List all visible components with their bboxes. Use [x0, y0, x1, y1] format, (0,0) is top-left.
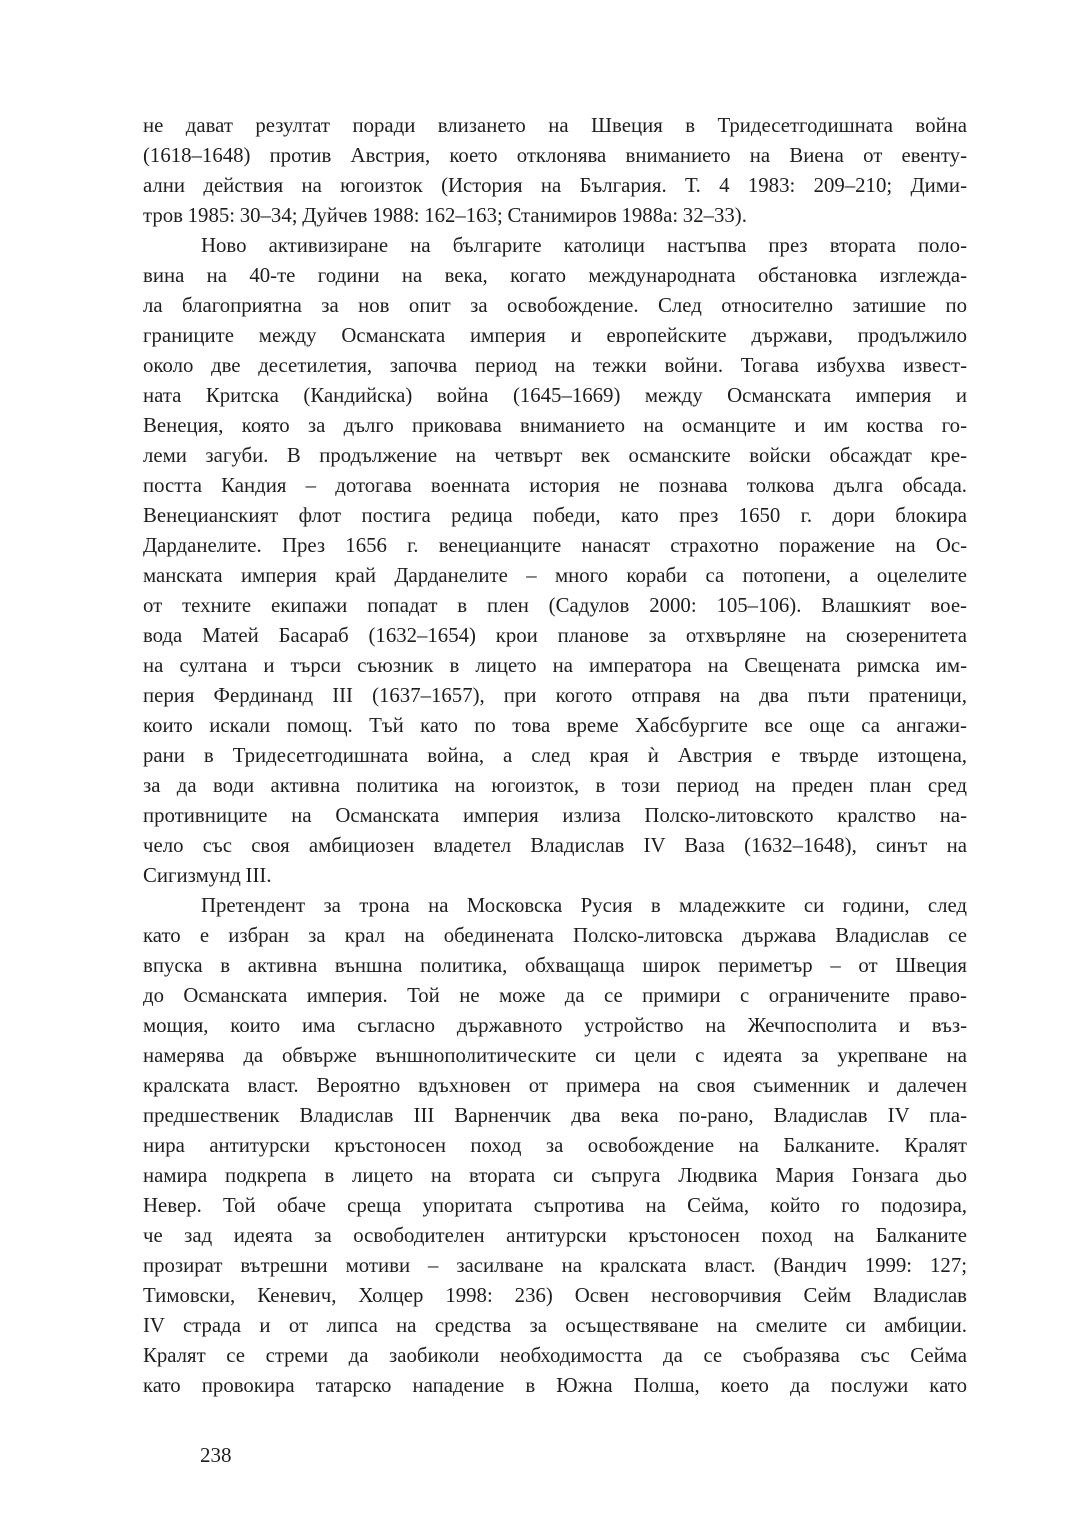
- text-line: манската империя край Дарданелите – много кораби са потопени, а оцелелите: [143, 564, 967, 587]
- text-line: Невер. Той обаче среща упоритата съпротива на Сейма, който го подозира,: [143, 1194, 967, 1217]
- text-line: ла благоприятна за нов опит за освобождение. След относително затишие по: [143, 294, 967, 317]
- text-line: границите между Османската империя и европейските държави, продължило: [143, 324, 967, 347]
- text-line: Дарданелите. През 1656 г. венецианците нанасят страхотно поражение на Ос-: [143, 534, 967, 557]
- text-line: за да води активна политика на югоизток, в този период на преден план сред: [143, 774, 967, 797]
- body-text: [143, 111, 967, 1401]
- text-line: предшественик Владислав III Варненчик два века по-рано, Владислав IV пла-: [143, 1104, 967, 1127]
- text-line: IV страда и от липса на средства за осъществяване на смелите си амбиции.: [143, 1314, 967, 1337]
- text-line: като е избран за крал на обединената Полско-литовска държава Владислав се: [143, 924, 967, 947]
- text-line: (1618–1648) против Австрия, което отклонява вниманието на Виена от евенту-: [143, 144, 967, 167]
- text-line: нира антитурски кръстоносен поход за освобождение на Балканите. Кралят: [143, 1134, 967, 1157]
- text-line: вина на 40-те години на века, когато международната обстановка изглежда-: [143, 264, 967, 287]
- text-line: намерява да обвърже външнополитическите си цели с идеята за укрепване на: [143, 1044, 967, 1067]
- text-line: чело със своя амбициозен владетел Владислав IV Ваза (1632–1648), синът на: [143, 834, 967, 857]
- text-line: около две десетилетия, започва период на тежки войни. Тогава избухва извест-: [143, 354, 967, 377]
- text-line: Ново активизиране на българите католици настъпва през втората поло-: [201, 234, 967, 257]
- text-line: Сигизмунд III.: [143, 864, 272, 887]
- text-line: Венеция, която за дълго приковава вниманието на османците и им коства го-: [143, 414, 967, 437]
- text-line: Кралят се стреми да заобиколи необходимостта да се съобразява със Сейма: [143, 1344, 967, 1367]
- page-number: 238: [200, 1443, 232, 1467]
- text-line: ални действия на югоизток (История на България. Т. 4 1983: 209–210; Дими-: [143, 174, 967, 197]
- text-line: ната Критска (Кандийска) война (1645–1669) между Османската империя и: [143, 384, 967, 407]
- text-line: противниците на Османската империя излиза Полско-литовското кралство на-: [143, 804, 967, 827]
- text-line: прозират вътрешни мотиви – засилване на кралската власт. (Вандич 1999: 127;: [143, 1254, 967, 1277]
- text-line: рани в Тридесетгодишната война, а след края ѝ Австрия е твърде изтощена,: [143, 744, 967, 767]
- text-line: Венецианският флот постига редица победи, като през 1650 г. дори блокира: [143, 504, 967, 527]
- text-line: от техните екипажи попадат в плен (Садулов 2000: 105–106). Влашкият вое-: [143, 594, 967, 617]
- text-line: кралската власт. Вероятно вдъхновен от примера на своя съименник и далечен: [143, 1074, 967, 1097]
- text-line: до Османската империя. Той не може да се примири с ограничените право-: [143, 984, 967, 1007]
- text-line: че зад идеята за освободителен антитурски кръстоносен поход на Балканите: [143, 1224, 967, 1247]
- text-line: перия Фердинанд III (1637–1657), при когото отправя на два пъти пратеници,: [143, 684, 967, 707]
- text-line: не дават резултат поради влизането на Швеция в Тридесетгодишната война: [143, 114, 967, 137]
- text-line: тров 1985: 30–34; Дуйчев 1988: 162–163; Станимиров 1988а: 32–33).: [143, 204, 747, 227]
- text-line: които искали помощ. Тъй като по това време Хабсбургите все още са ангажи-: [143, 714, 967, 737]
- text-line: на султана и търси съюзник в лицето на императора на Свещената римска им-: [143, 654, 967, 677]
- text-line: впуска в активна външна политика, обхващаща широк периметър – от Швеция: [143, 954, 967, 977]
- text-line: намира подкрепа в лицето на втората си съпруга Людвика Мария Гонзага дьо: [143, 1164, 967, 1187]
- text-line: Тимовски, Кеневич, Холцер 1998: 236) Освен несговорчивия Сейм Владислав: [143, 1284, 967, 1307]
- text-line: Претендент за трона на Московска Русия в младежките си години, след: [201, 894, 967, 917]
- text-line: леми загуби. В продължение на четвърт век османските войски обсаждат кре-: [143, 444, 967, 467]
- text-line: мощия, които има съгласно държавното устройство на Жечпосполита и въз-: [143, 1014, 967, 1037]
- text-line: вода Матей Басараб (1632–1654) крои планове за отхвърляне на сюзеренитета: [143, 624, 967, 647]
- text-line: като провокира татарско нападение в Южна Полша, което да послужи като: [143, 1374, 967, 1397]
- text-line: постта Кандия – дотогава военната история не познава толкова дълга обсада.: [143, 474, 967, 497]
